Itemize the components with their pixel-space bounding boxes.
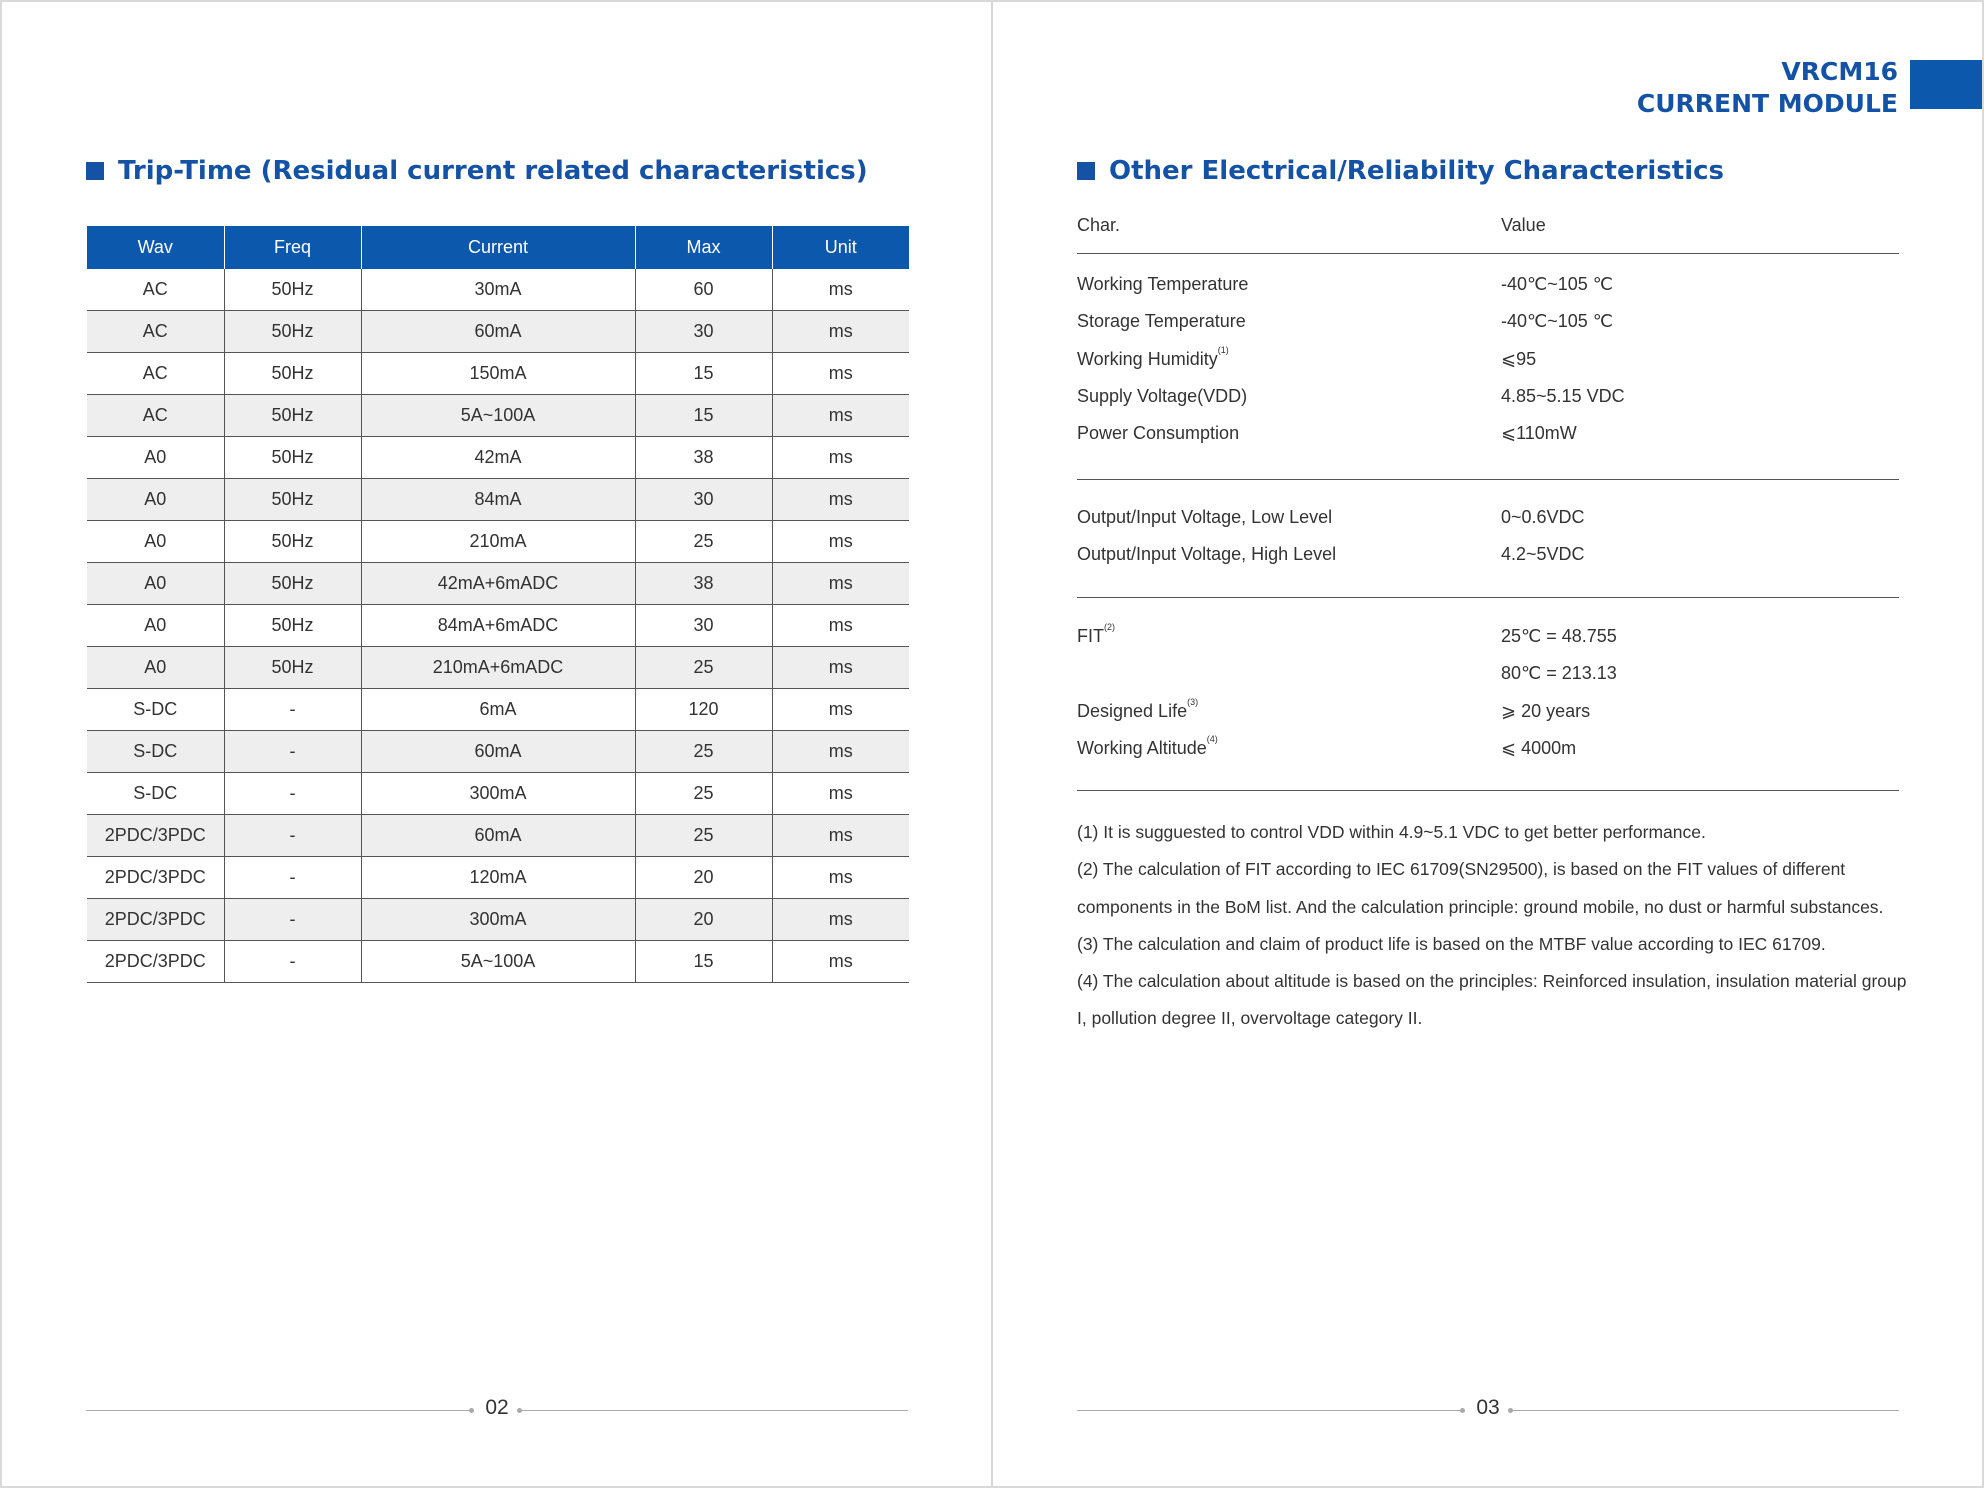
trip-time-section-title <box>86 156 868 186</box>
cell-unit: ms <box>772 311 909 353</box>
characteristic-row <box>1077 507 1899 537</box>
header-max: Max <box>635 226 772 269</box>
characteristic-value: ⩾ 20 years <box>1501 700 1591 721</box>
cell-wav: A0 <box>87 479 224 521</box>
cell-max: 30 <box>635 479 772 521</box>
cell-current: 60mA <box>361 731 635 773</box>
cell-freq: - <box>224 815 361 857</box>
group-divider <box>1077 790 1899 791</box>
cell-wav: A0 <box>87 521 224 563</box>
footer-rule-right <box>1512 1410 1899 1411</box>
table-row <box>87 605 909 647</box>
brand-subtitle: CURRENT MODULE <box>1636 89 1898 118</box>
cell-current: 120mA <box>361 857 635 899</box>
cell-max: 25 <box>635 815 772 857</box>
characteristic-row <box>1077 733 1899 768</box>
cell-freq: 50Hz <box>224 437 361 479</box>
cell-max: 38 <box>635 437 772 479</box>
table-row <box>87 689 909 731</box>
table-row <box>87 353 909 395</box>
footer-dot <box>1460 1408 1465 1413</box>
characteristic-value: ⩽95 <box>1501 348 1537 369</box>
cell-wav: 2PDC/3PDC <box>87 815 224 857</box>
cell-unit: ms <box>772 899 909 941</box>
footnote-marker: (4) <box>1206 733 1218 744</box>
trip-time-table-body <box>87 269 909 983</box>
cell-wav: S-DC <box>87 773 224 815</box>
characteristics-header <box>1077 215 1899 254</box>
cell-unit: ms <box>772 605 909 647</box>
header-wav: Wav <box>87 226 224 269</box>
table-row <box>87 815 909 857</box>
table-row <box>87 269 909 311</box>
footnote-marker: (3) <box>1187 696 1199 707</box>
cell-freq: 50Hz <box>224 563 361 605</box>
footer-dot <box>469 1408 474 1413</box>
cell-current: 84mA+6mADC <box>361 605 635 647</box>
table-row <box>87 773 909 815</box>
cell-wav: AC <box>87 311 224 353</box>
characteristic-label-text: Working Humidity <box>1077 348 1218 369</box>
cell-current: 42mA+6mADC <box>361 563 635 605</box>
other-characteristics-title <box>1077 156 1724 186</box>
footnote-1: (1) It is sugguested to control VDD within 4.9~5.1 VDC to get better performance. <box>1077 822 1706 842</box>
table-row <box>87 857 909 899</box>
cell-current: 5A~100A <box>361 395 635 437</box>
page-number: 03 <box>1476 1396 1500 1419</box>
characteristic-label <box>1077 696 1199 722</box>
cell-wav: AC <box>87 353 224 395</box>
characteristic-label <box>1077 733 1218 759</box>
cell-freq: 50Hz <box>224 353 361 395</box>
characteristic-label-text: Storage Temperature <box>1077 311 1246 332</box>
cell-unit: ms <box>772 563 909 605</box>
table-row <box>87 479 909 521</box>
cell-unit: ms <box>772 395 909 437</box>
cell-current: 210mA <box>361 521 635 563</box>
cell-freq: 50Hz <box>224 269 361 311</box>
cell-wav: 2PDC/3PDC <box>87 941 224 983</box>
header-char: Char. <box>1077 215 1121 235</box>
cell-freq: - <box>224 899 361 941</box>
cell-wav: A0 <box>87 437 224 479</box>
characteristic-row <box>1077 386 1899 416</box>
header-unit: Unit <box>772 226 909 269</box>
brand-accent-bar <box>1910 60 1982 109</box>
table-row <box>87 731 909 773</box>
cell-wav: 2PDC/3PDC <box>87 899 224 941</box>
table-row <box>87 941 909 983</box>
characteristic-label <box>1077 544 1336 565</box>
cell-max: 25 <box>635 647 772 689</box>
characteristic-row <box>1077 423 1899 453</box>
cell-current: 6mA <box>361 689 635 731</box>
characteristic-row <box>1077 663 1899 693</box>
characteristic-value: -40℃~105 ℃ <box>1501 274 1613 294</box>
cell-freq: 50Hz <box>224 647 361 689</box>
square-bullet-icon <box>86 162 104 180</box>
table-header-row <box>87 226 909 269</box>
cell-current: 150mA <box>361 353 635 395</box>
cell-wav: AC <box>87 269 224 311</box>
characteristic-value: ⩽ 4000m <box>1501 737 1577 758</box>
cell-unit: ms <box>772 647 909 689</box>
group-divider <box>1077 479 1899 480</box>
cell-wav: AC <box>87 395 224 437</box>
cell-wav: S-DC <box>87 731 224 773</box>
trip-time-title-text: Trip-Time (Residual current related characteristics) <box>118 156 868 186</box>
characteristic-label <box>1077 311 1246 332</box>
characteristic-value: 0~0.6VDC <box>1501 507 1585 527</box>
cell-freq: 50Hz <box>224 311 361 353</box>
cell-unit: ms <box>772 941 909 983</box>
cell-unit: ms <box>772 731 909 773</box>
cell-unit: ms <box>772 353 909 395</box>
cell-current: 30mA <box>361 269 635 311</box>
cell-max: 20 <box>635 857 772 899</box>
cell-wav: S-DC <box>87 689 224 731</box>
table-row <box>87 899 909 941</box>
cell-freq: 50Hz <box>224 479 361 521</box>
characteristic-label-text: Supply Voltage(VDD) <box>1077 385 1248 406</box>
cell-max: 15 <box>635 941 772 983</box>
cell-freq: - <box>224 689 361 731</box>
cell-wav: A0 <box>87 605 224 647</box>
cell-max: 20 <box>635 899 772 941</box>
cell-wav: 2PDC/3PDC <box>87 857 224 899</box>
square-bullet-icon <box>1077 162 1095 180</box>
characteristic-label-text: FIT <box>1077 626 1104 646</box>
group-divider <box>1077 597 1899 598</box>
characteristic-value: 25℃ = 48.755 <box>1501 626 1617 646</box>
cell-max: 15 <box>635 353 772 395</box>
cell-current: 210mA+6mADC <box>361 647 635 689</box>
cell-max: 60 <box>635 269 772 311</box>
cell-max: 120 <box>635 689 772 731</box>
table-row <box>87 395 909 437</box>
other-characteristics-title-text: Other Electrical/Reliability Characteristics <box>1109 156 1725 186</box>
characteristic-label-text: Power Consumption <box>1077 423 1240 444</box>
cell-max: 30 <box>635 605 772 647</box>
characteristic-label <box>1077 274 1248 295</box>
characteristic-label-text: Working Altitude <box>1077 737 1207 758</box>
table-row <box>87 311 909 353</box>
cell-max: 38 <box>635 563 772 605</box>
cell-unit: ms <box>772 479 909 521</box>
cell-current: 60mA <box>361 815 635 857</box>
footer-rule-right <box>521 1410 908 1411</box>
cell-unit: ms <box>772 521 909 563</box>
cell-current: 300mA <box>361 899 635 941</box>
characteristic-label-text: Designed Life <box>1077 700 1188 721</box>
characteristic-row <box>1077 344 1899 379</box>
characteristic-value: 4.85~5.15 VDC <box>1501 385 1625 406</box>
characteristic-label <box>1077 507 1332 528</box>
characteristic-label-text: Working Temperature <box>1077 274 1249 294</box>
product-brand <box>1637 56 1898 120</box>
characteristic-label <box>1077 344 1229 370</box>
header-current: Current <box>361 226 635 269</box>
cell-freq: 50Hz <box>224 395 361 437</box>
cell-max: 30 <box>635 311 772 353</box>
characteristic-row <box>1077 696 1899 731</box>
cell-freq: 50Hz <box>224 605 361 647</box>
cell-current: 60mA <box>361 311 635 353</box>
table-row <box>87 647 909 689</box>
cell-wav: A0 <box>87 563 224 605</box>
characteristic-row <box>1077 274 1899 304</box>
characteristic-value: 80℃ = 213.13 <box>1501 663 1617 684</box>
characteristic-value: 4.2~5VDC <box>1501 544 1585 565</box>
cell-max: 15 <box>635 395 772 437</box>
cell-unit: ms <box>772 269 909 311</box>
cell-freq: - <box>224 941 361 983</box>
cell-current: 300mA <box>361 773 635 815</box>
footer-rule-left <box>1077 1410 1464 1411</box>
characteristic-value: ⩽110mW <box>1501 423 1577 444</box>
cell-unit: ms <box>772 815 909 857</box>
cell-freq: - <box>224 773 361 815</box>
characteristic-value: -40℃~105 ℃ <box>1501 311 1613 332</box>
cell-unit: ms <box>772 689 909 731</box>
header-value: Value <box>1501 215 1546 235</box>
footer-rule-left <box>86 1410 473 1411</box>
cell-unit: ms <box>772 437 909 479</box>
cell-freq: - <box>224 731 361 773</box>
footnotes <box>1077 814 1907 1038</box>
cell-unit: ms <box>772 773 909 815</box>
footnote-marker: (2) <box>1104 622 1115 632</box>
characteristic-row <box>1077 311 1899 341</box>
characteristic-label-text: Output/Input Voltage, High Level <box>1077 544 1337 565</box>
table-row <box>87 521 909 563</box>
cell-max: 25 <box>635 773 772 815</box>
characteristic-row <box>1077 544 1899 574</box>
header-freq: Freq <box>224 226 361 269</box>
cell-max: 25 <box>635 731 772 773</box>
table-row <box>87 563 909 605</box>
characteristic-row <box>1077 622 1899 656</box>
cell-freq: - <box>224 857 361 899</box>
characteristic-label <box>1077 386 1247 407</box>
footnote-marker: (1) <box>1217 344 1229 355</box>
page-number: 02 <box>485 1396 509 1419</box>
characteristic-label <box>1077 423 1239 444</box>
footnote-2: (2) The calculation of FIT according to IEC 61709(SN29500), is based on the FIT values of different components in the BoM list. And the calculation principle: ground mobile, no dust or harmful substances. <box>1077 859 1884 917</box>
table-row <box>87 437 909 479</box>
brand-model: VRCM16 <box>1781 57 1898 86</box>
right-page <box>992 0 1984 1488</box>
trip-time-table <box>87 226 909 983</box>
cell-freq: 50Hz <box>224 521 361 563</box>
footnote-3: (3) The calculation and claim of product life is based on the MTBF value according to IEC 61709. <box>1077 933 1826 954</box>
cell-max: 25 <box>635 521 772 563</box>
footnote-4: (4) The calculation about altitude is based on the principles: Reinforced insulation, insulation material group I, pollution degree II, overvoltage category II. <box>1077 971 1907 1029</box>
cell-current: 5A~100A <box>361 941 635 983</box>
characteristic-label <box>1077 622 1115 647</box>
cell-unit: ms <box>772 857 909 899</box>
cell-current: 84mA <box>361 479 635 521</box>
cell-wav: A0 <box>87 647 224 689</box>
characteristic-label-text: Output/Input Voltage, Low Level <box>1077 507 1333 527</box>
cell-current: 42mA <box>361 437 635 479</box>
